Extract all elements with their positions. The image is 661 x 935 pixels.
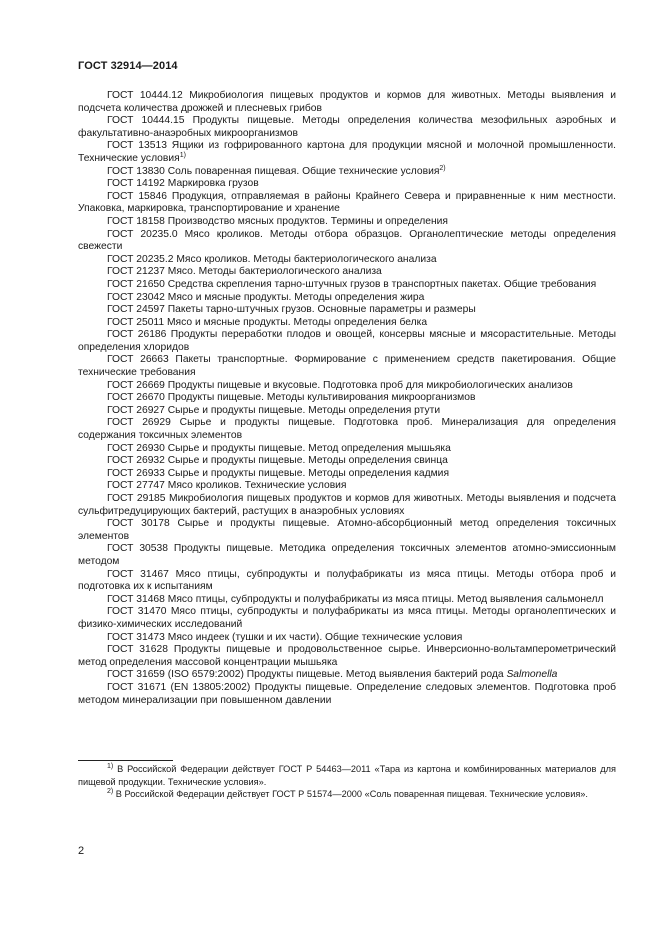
reference-item: [78, 594, 616, 607]
footnote-text: В Российской Федерации действует ГОСТ Р 51574—2000 «Соль поваренная пищевая. Технические условия».: [115, 789, 588, 800]
reference-text: ГОСТ 26670 Продукты пищевые. Методы культивирования микроорганизмов: [107, 392, 476, 404]
reference-text: ГОСТ 31628 Продукты пищевые и продовольственное сырье. Инверсионно-вольтамперометрический метод определения массовой концентрации мышьяка: [78, 644, 616, 668]
reference-text: ГОСТ 31671 (EN 13805:2002) Продукты пищевые. Определение следовых элементов. Подготовка проб методом минерализации при повышенном давлении: [78, 681, 616, 706]
reference-item: [78, 115, 616, 140]
reference-text: ГОСТ 26927 Сырье и продукты пищевые. Методы определения ртути: [107, 404, 441, 416]
normative-references-list: [78, 90, 616, 707]
reference-item: [78, 569, 616, 594]
reference-text: ГОСТ 26932 Сырье и продукты пищевые. Методы определения свинца: [107, 455, 448, 467]
reference-item: [78, 468, 616, 481]
reference-text: ГОСТ 31470 Мясо птицы, субпродукты и полуфабрикаты из мяса птицы. Методы органолептических и физико-химических исследований: [78, 606, 616, 630]
reference-text: ГОСТ 21650 Средства скрепления тарно-штучных грузов в транспортных пакетах. Общие требования: [107, 278, 597, 290]
reference-item: [78, 304, 616, 317]
reference-text: ГОСТ 25011 Мясо и мясные продукты. Методы определения белка: [107, 316, 428, 328]
reference-text: ГОСТ 18158 Производство мясных продуктов. Термины и определения: [107, 215, 448, 227]
reference-text: ГОСТ 31473 Мясо индеек (тушки и их части). Общие технические условия: [107, 631, 463, 643]
reference-item: [78, 417, 616, 442]
footnote-mark: 2): [107, 788, 114, 796]
reference-text: ГОСТ 31659 (ISO 6579:2002) Продукты пищевые. Метод выявления бактерий рода: [107, 669, 507, 681]
footnote-marker: 1): [179, 151, 186, 159]
reference-item: [78, 191, 616, 216]
reference-item: [78, 392, 616, 405]
document-header: ГОСТ 32914—2014: [78, 60, 178, 72]
reference-item: [78, 140, 616, 165]
reference-item: [78, 216, 616, 229]
reference-text: ГОСТ 10444.12 Микробиология пищевых продуктов и кормов для животных. Методы выявления и подсчета количества дрожжей и плесневых грибов: [78, 90, 616, 114]
reference-text: ГОСТ 31467 Мясо птицы, субпродукты и полуфабрикаты из мяса птицы. Методы отбора проб и подготовка их к испытаниям: [78, 568, 616, 593]
reference-item: [78, 682, 616, 707]
reference-item: [78, 455, 616, 468]
reference-item: [78, 166, 616, 179]
reference-italic-term: Salmonella: [506, 669, 558, 681]
reference-text: ГОСТ 26186 Продукты переработки плодов и овощей, консервы мясные и мясорастительные. Методы определения хлоридов: [78, 329, 616, 353]
footnote-marker: 2): [439, 164, 446, 172]
reference-item: [78, 443, 616, 456]
reference-item: [78, 380, 616, 393]
reference-text: ГОСТ 30178 Сырье и продукты пищевые. Атомно-абсорбционный метод определения токсичных элементов: [78, 518, 616, 542]
reference-text: ГОСТ 27747 Мясо кроликов. Технические условия: [107, 480, 347, 492]
reference-text: ГОСТ 23042 Мясо и мясные продукты. Методы определения жира: [107, 291, 425, 303]
reference-text: ГОСТ 26663 Пакеты транспортные. Формирование с применением средств пакетирования. Общие технические требования: [78, 354, 616, 379]
reference-item: [78, 632, 616, 645]
reference-item: [78, 329, 616, 354]
reference-text: ГОСТ 20235.2 Мясо кроликов. Методы бактериологического анализа: [107, 253, 437, 265]
reference-text: ГОСТ 26669 Продукты пищевые и вкусовые. Подготовка проб для микробиологических анализов: [107, 379, 573, 391]
reference-item: [78, 317, 616, 330]
reference-item: [78, 266, 616, 279]
footnote-separator: [78, 760, 173, 761]
reference-item: [78, 254, 616, 267]
reference-item: [78, 279, 616, 292]
reference-item: [78, 229, 616, 254]
reference-text: ГОСТ 30538 Продукты пищевые. Методика определения токсичных элементов атомно-эмиссионным методом: [78, 543, 616, 567]
reference-item: [78, 480, 616, 493]
reference-text: ГОСТ 29185 Микробиология пищевых продуктов и кормов для животных. Методы выявления и подсчета сульфитредуцирующих бактерий, растущих в анаэробных условиях: [78, 493, 616, 517]
reference-item: [78, 606, 616, 631]
reference-text: ГОСТ 24597 Пакеты тарно-штучных грузов. Основные параметры и размеры: [107, 304, 476, 316]
footnote-text: В Российской Федерации действует ГОСТ Р 54463—2011 «Тара из картона и комбинированных материалов для пищевой продукции. Технические условия».: [78, 764, 616, 787]
reference-text: ГОСТ 13830 Соль поваренная пищевая. Общие технические условия: [107, 165, 440, 177]
reference-text: ГОСТ 20235.0 Мясо кроликов. Методы отбора образцов. Органолептические методы определения свежести: [78, 228, 616, 253]
reference-text: ГОСТ 15846 Продукция, отправляемая в районы Крайнего Севера и приравненные к ним местности. Упаковка, маркировка, транспортирование и хранение: [78, 190, 616, 215]
reference-item: [78, 354, 616, 379]
reference-item: [78, 543, 616, 568]
reference-item: [78, 90, 616, 115]
reference-item: [78, 493, 616, 518]
reference-text: ГОСТ 21237 Мясо. Методы бактериологического анализа: [107, 266, 382, 278]
reference-item: [78, 178, 616, 191]
reference-text: ГОСТ 31468 Мясо птицы, субпродукты и полуфабрикаты из мяса птицы. Метод выявления сальмонелл: [107, 593, 604, 605]
reference-item: [78, 292, 616, 305]
reference-item: [78, 669, 616, 682]
reference-item: [78, 644, 616, 669]
footnote: [78, 788, 616, 801]
reference-item: [78, 518, 616, 543]
footnote-mark: 1): [107, 763, 114, 770]
reference-text: ГОСТ 26933 Сырье и продукты пищевые. Методы определения кадмия: [107, 467, 450, 479]
reference-text: ГОСТ 10444.15 Продукты пищевые. Методы определения количества мезофильных аэробных и факультативно-анаэробных микроорганизмов: [78, 115, 616, 139]
reference-text: ГОСТ 26930 Сырье и продукты пищевые. Метод определения мышьяка: [107, 442, 451, 454]
reference-item: [78, 405, 616, 418]
reference-text: ГОСТ 14192 Маркировка грузов: [107, 178, 259, 190]
page-number: 2: [78, 845, 85, 857]
footnote: [78, 763, 616, 788]
footnotes: [78, 763, 616, 801]
reference-text: ГОСТ 26929 Сырье и продукты пищевые. Подготовка проб. Минерализация для определения содержания токсичных элементов: [78, 417, 616, 442]
reference-text: ГОСТ 13513 Ящики из гофрированного картона для продукции мясной и молочной промышленности. Технические условия: [78, 140, 616, 164]
